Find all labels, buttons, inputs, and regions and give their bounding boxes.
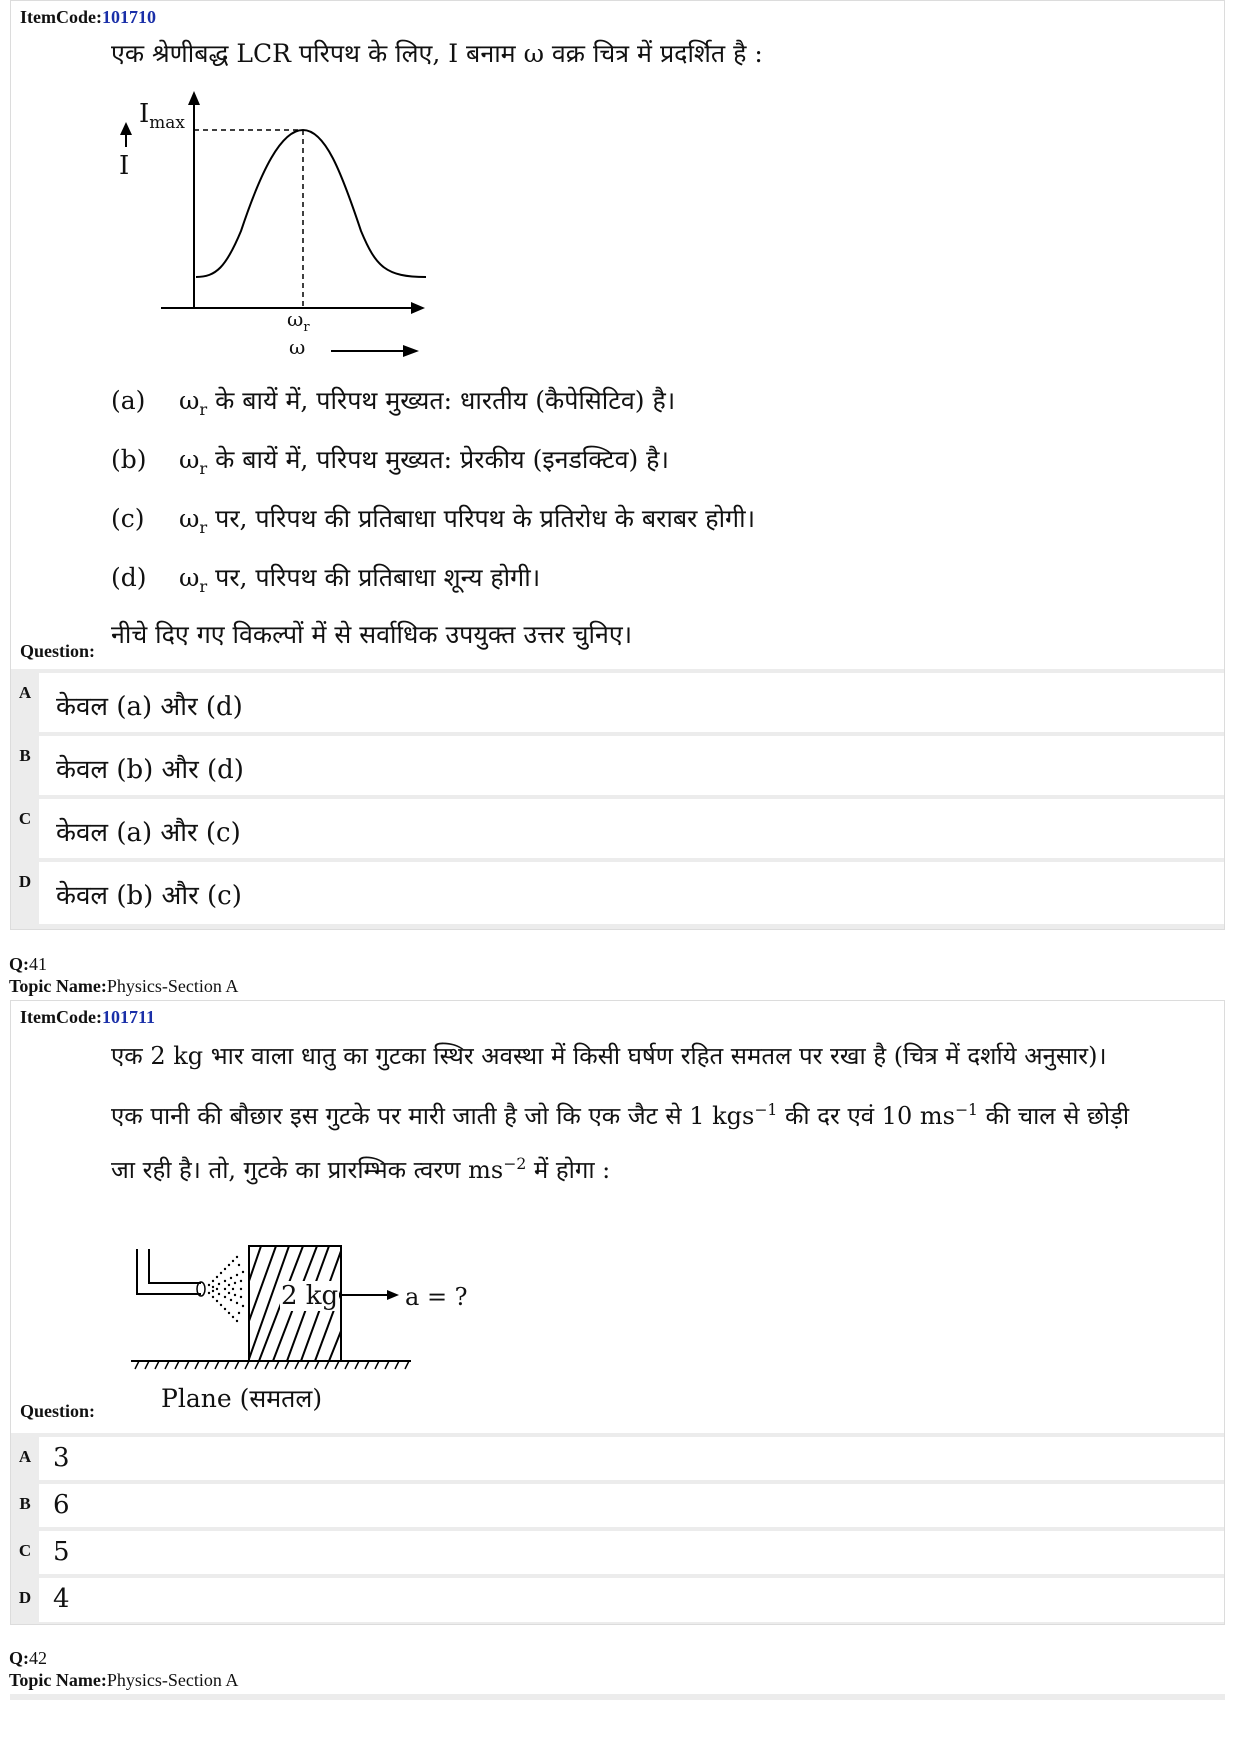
resonance-curve-figure <box>101 91 461 371</box>
item-code-label: ItemCode: <box>20 7 102 27</box>
option-letter: A <box>11 673 39 735</box>
plane-label: Plane (समतल) <box>161 1384 323 1413</box>
question-42-number: Q:42 <box>9 1648 47 1668</box>
i-axis-label: I <box>119 151 130 181</box>
option-text: 3 <box>53 1443 70 1473</box>
option-c[interactable] <box>11 1527 1224 1575</box>
question-label: Question: <box>20 1401 96 1421</box>
item-code-value: 101710 <box>101 7 156 27</box>
question-42-topic: Topic Name:Physics-Section A <box>9 1670 239 1690</box>
omega-axis-label: ω <box>289 335 306 359</box>
option-letter: D <box>11 862 39 924</box>
question-42-box-top <box>10 1694 1225 1700</box>
item-code-41 <box>20 1007 155 1028</box>
omega-r-label: $\omega_r$ <box>287 307 310 335</box>
option-letter: B <box>11 736 39 798</box>
option-b[interactable] <box>11 732 1224 798</box>
item-code-value: 101711 <box>101 1007 155 1027</box>
acceleration-arrow-head <box>387 1290 399 1300</box>
question-stem-line-2: एक पानी की बौछार इस गुटके पर मारी जाती है जो कि एक जैट से 1 kgs$^{-1}$ की दर एवं 10 $ms^{-1}$ की चाल से छोड़ी <box>111 1101 1130 1130</box>
block-label: 2 kg <box>281 1281 339 1311</box>
statement-b: (b) $\omega_r$ के बायें में, परिपथ मुख्यत: प्रेरकीय (इनडक्टिव) है। <box>111 445 669 478</box>
question-stem-line-3: जा रही है। तो, गुटके का प्रारम्भिक त्वरण $ms^{-2}$ में होगा : <box>111 1155 611 1184</box>
option-text: केवल (b) और (d) <box>56 755 244 785</box>
option-text: 6 <box>53 1490 70 1520</box>
water-jet-figure <box>121 1241 521 1381</box>
option-b[interactable] <box>11 1480 1224 1528</box>
question-label: Question: <box>20 641 96 661</box>
y-axis-arrow <box>188 91 200 105</box>
acceleration-label: a = ? <box>405 1283 468 1311</box>
item-code-label: ItemCode: <box>20 1007 102 1027</box>
jet-pipe-outer <box>137 1249 201 1294</box>
option-d[interactable] <box>11 1574 1224 1622</box>
item-code-40 <box>20 7 156 28</box>
option-letter: A <box>11 1437 39 1481</box>
resonance-curve <box>196 130 426 277</box>
omega-arrow-head <box>403 345 419 357</box>
option-a[interactable] <box>11 669 1224 735</box>
question-41-number: Q:41 <box>9 954 47 974</box>
option-text: 4 <box>53 1584 70 1614</box>
option-text: केवल (a) और (d) <box>56 692 243 722</box>
plane-hatching <box>135 1361 409 1369</box>
option-c[interactable] <box>11 795 1224 861</box>
option-letter: D <box>11 1578 39 1622</box>
water-spray <box>208 1256 244 1322</box>
x-axis-arrow <box>411 302 425 314</box>
question-stem-line-1: एक 2 kg भार वाला धातु का गुटका स्थिर अवस्था में किसी घर्षण रहित समतल पर रखा है (चित्र में दर्शाये अनुसार)। <box>111 1042 1107 1070</box>
statement-d: (d) $\omega_r$ पर, परिपथ की प्रतिबाधा शून्य होगी। <box>111 563 541 596</box>
jet-pipe-inner <box>149 1249 201 1283</box>
question-40-body <box>11 1 1224 669</box>
option-letter: C <box>11 799 39 861</box>
option-a[interactable] <box>11 1433 1224 1481</box>
option-text: 5 <box>53 1537 70 1567</box>
option-letter: C <box>11 1531 39 1575</box>
question-41-body <box>11 1001 1224 1433</box>
option-d[interactable] <box>11 858 1224 924</box>
option-text: केवल (b) और (c) <box>56 881 242 911</box>
statement-c: (c) $\omega_r$ पर, परिपथ की प्रतिबाधा परिपथ के प्रतिरोध के बराबर होगी। <box>111 504 756 537</box>
question-41-box <box>10 1000 1225 1625</box>
question-40-box <box>10 0 1225 930</box>
question-stem: एक श्रेणीबद्ध LCR परिपथ के लिए, I बनाम ω वक्र चित्र में प्रदर्शित है : <box>111 39 763 68</box>
option-letter: B <box>11 1484 39 1528</box>
imax-label: $I_{max}$ <box>139 99 185 133</box>
statement-a: (a) $\omega_r$ के बायें में, परिपथ मुख्यत: धारतीय (कैपेसिटिव) है। <box>111 386 676 419</box>
instruction-text: नीचे दिए गए विकल्पों में से सर्वाधिक उपयुक्त उत्तर चुनिए। <box>111 620 633 649</box>
option-text: केवल (a) और (c) <box>56 818 241 848</box>
i-arrow-head <box>120 122 132 135</box>
question-41-topic: Topic Name:Physics-Section A <box>9 976 239 996</box>
